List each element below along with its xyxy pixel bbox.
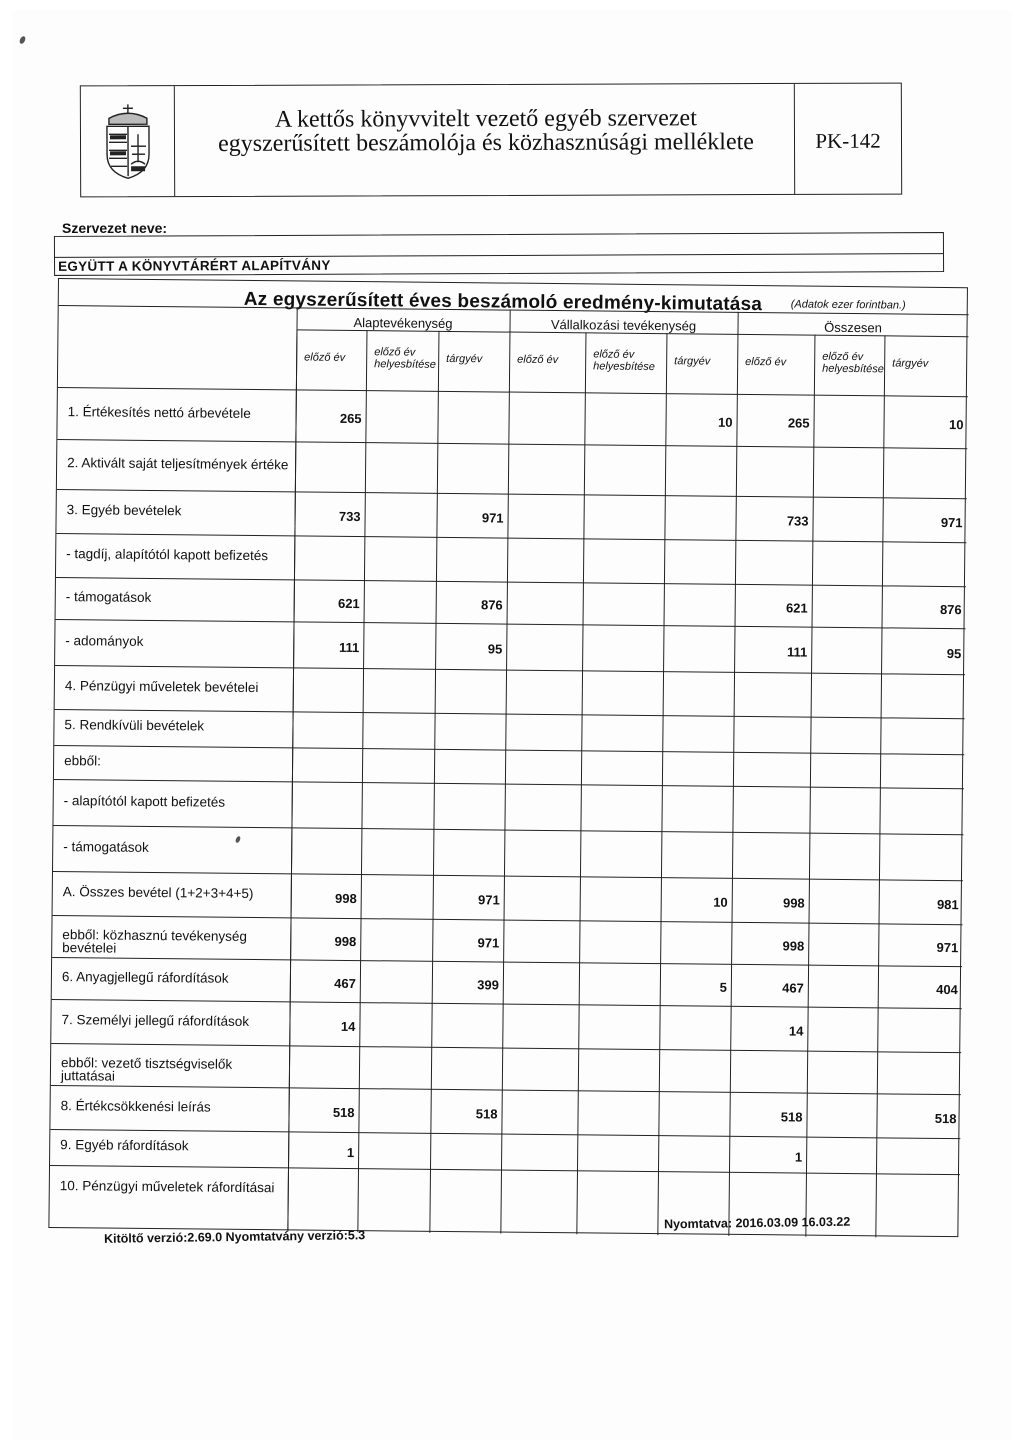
cell-value: 876 [480, 597, 503, 613]
cell-value: 518 [780, 1109, 803, 1125]
cell-value: 1 [346, 1144, 355, 1161]
row-label: 7. Személyi jellegű ráfordítások [61, 1012, 250, 1029]
cell-value: 265 [787, 415, 810, 431]
cell-value: 111 [338, 639, 360, 656]
row-rule [50, 1165, 960, 1175]
cell-value: 95 [487, 641, 503, 657]
row-rule [57, 489, 967, 499]
row-rule [56, 533, 966, 543]
cell-value: 399 [477, 977, 499, 993]
row-label: 3. Egyéb bevételek [66, 502, 182, 519]
cell-value: 621 [337, 595, 360, 612]
row-rule [56, 619, 966, 629]
print-timestamp: Nyomtatva: 2016.03.09 16.03.22 [663, 1214, 851, 1232]
organization-box [54, 232, 944, 276]
cell-value: 111 [786, 644, 808, 660]
version-info: Kitöltő verzió:2.69.0 Nyomtatvány verzió:5.3 [103, 1228, 366, 1246]
document-page [12, 10, 1012, 1440]
row-label: ebből: közhasznú tevékenység bevételei [62, 927, 248, 956]
row-label: 9. Egyéb ráfordítások [60, 1137, 189, 1154]
row-label: ebből: [64, 753, 101, 769]
row-label: A. Összes bevétel (1+2+3+4+5) [62, 884, 254, 902]
column-rule [728, 312, 738, 1236]
cell-value: 998 [782, 938, 805, 954]
cell-value: 467 [334, 975, 356, 992]
row-label: - támogatások [65, 589, 152, 605]
cell-value: 998 [782, 895, 805, 911]
cell-value: 1 [794, 1149, 803, 1165]
subcolumn-header: tárgyév [446, 352, 483, 366]
cell-value: 971 [940, 514, 963, 531]
row-rule [53, 871, 963, 881]
label-column-rule [287, 307, 297, 1231]
subcolumn-header: előző év [304, 351, 346, 364]
row-rule [55, 665, 965, 675]
cell-value: 10 [713, 894, 728, 910]
row-rule [58, 387, 968, 397]
row-label: 1. Értékesítés nettó árbevétele [67, 404, 251, 421]
coat-of-arms-icon [101, 104, 155, 180]
cell-value: 518 [475, 1106, 498, 1122]
subcolumn-header: előző év helyesbítése [822, 350, 884, 376]
cell-value: 733 [338, 508, 361, 525]
column-rule [500, 310, 510, 1234]
income-statement-table [48, 278, 968, 1237]
group-header: Vállalkozási tevékenység [550, 316, 697, 334]
row-label: ebből: vezető tisztségviselők juttatásai [60, 1055, 233, 1084]
cell-value: 621 [785, 600, 808, 616]
form-code: PK-142 [815, 128, 881, 153]
cell-value: 971 [481, 510, 504, 526]
cell-value: 467 [782, 980, 804, 996]
cell-value: 971 [936, 939, 959, 956]
row-rule [54, 745, 964, 755]
cell-value: 5 [719, 979, 727, 995]
row-label: - tagdíj, alapítótól kapott befizetés [66, 546, 269, 564]
row-label: - alapítótól kapott befizetés [63, 793, 226, 810]
row-rule [53, 825, 963, 835]
row-label: - támogatások [63, 839, 149, 855]
organization-label: Szervezet neve: [62, 220, 168, 236]
subcolumn-header: előző év helyesbítése [593, 348, 655, 374]
subcolumn-header: előző év [517, 353, 559, 367]
row-label: 2. Aktivált saját teljesítmények értéke [67, 455, 289, 473]
row-label: 5. Rendkívüli bevételek [64, 717, 205, 734]
row-rule [54, 779, 964, 789]
form-code-cell [794, 84, 901, 194]
cell-value: 265 [339, 410, 362, 427]
table-unit-note: (Adatok ezer forintban.) [790, 298, 906, 312]
row-rule [52, 957, 962, 967]
form-header [80, 83, 902, 198]
cell-value: 14 [788, 1023, 804, 1039]
cell-value: 971 [477, 892, 500, 908]
form-title-line2: egyszerűsített beszámolója és közhasznúsági melléklete [218, 129, 754, 157]
subcolumn-header: előző év [745, 355, 787, 369]
row-label: 10. Pénzügyi műveletek ráfordításai [59, 1178, 275, 1196]
row-rule [52, 999, 962, 1009]
group-header: Összesen [824, 319, 883, 336]
cell-value: 95 [946, 646, 962, 662]
row-label: 6. Anyagjellegű ráfordítások [61, 969, 229, 986]
subcolumn-header: tárgyév [892, 357, 929, 370]
form-title [181, 106, 791, 156]
cell-value: 876 [939, 601, 962, 618]
table-title: Az egyszerűsített éves beszámoló eredmény-kimutatása [243, 288, 763, 316]
form-title-line1: A kettős könyvvitelt vezető egyéb szervezet [274, 105, 697, 133]
row-rule [51, 1085, 961, 1095]
organization-name: EGYÜTT A KÖNYVTÁRÉRT ALAPÍTVÁNY [58, 257, 331, 274]
cell-value: 971 [477, 935, 500, 951]
scan-speck [19, 35, 27, 44]
cell-value: 733 [786, 513, 809, 529]
cell-value: 404 [936, 981, 958, 998]
subcolumn-header: tárgyév [674, 355, 711, 368]
crest-cell [81, 86, 175, 196]
group-header: Alaptevékenység [353, 314, 453, 331]
cell-value: 14 [340, 1018, 356, 1035]
subcolumn-header: előző év helyesbítése [374, 346, 436, 371]
cell-value: 981 [936, 896, 959, 913]
row-label: 4. Pénzügyi műveletek bevételei [64, 678, 259, 696]
cell-value: 10 [718, 414, 733, 430]
cell-value: 10 [949, 417, 964, 433]
row-label: - adományok [65, 633, 144, 649]
row-rule [53, 915, 963, 925]
organization-divider [55, 253, 943, 258]
cell-value: 998 [334, 933, 357, 950]
row-rule [56, 577, 966, 587]
row-rule [51, 1043, 961, 1053]
row-rule [57, 439, 967, 449]
cell-value: 518 [332, 1104, 355, 1121]
income-statement-table-wrap [48, 278, 968, 1237]
row-label: 8. Értékcsökkenési leírás [60, 1098, 211, 1115]
cell-value: 998 [334, 890, 357, 907]
cell-value: 518 [934, 1110, 957, 1127]
